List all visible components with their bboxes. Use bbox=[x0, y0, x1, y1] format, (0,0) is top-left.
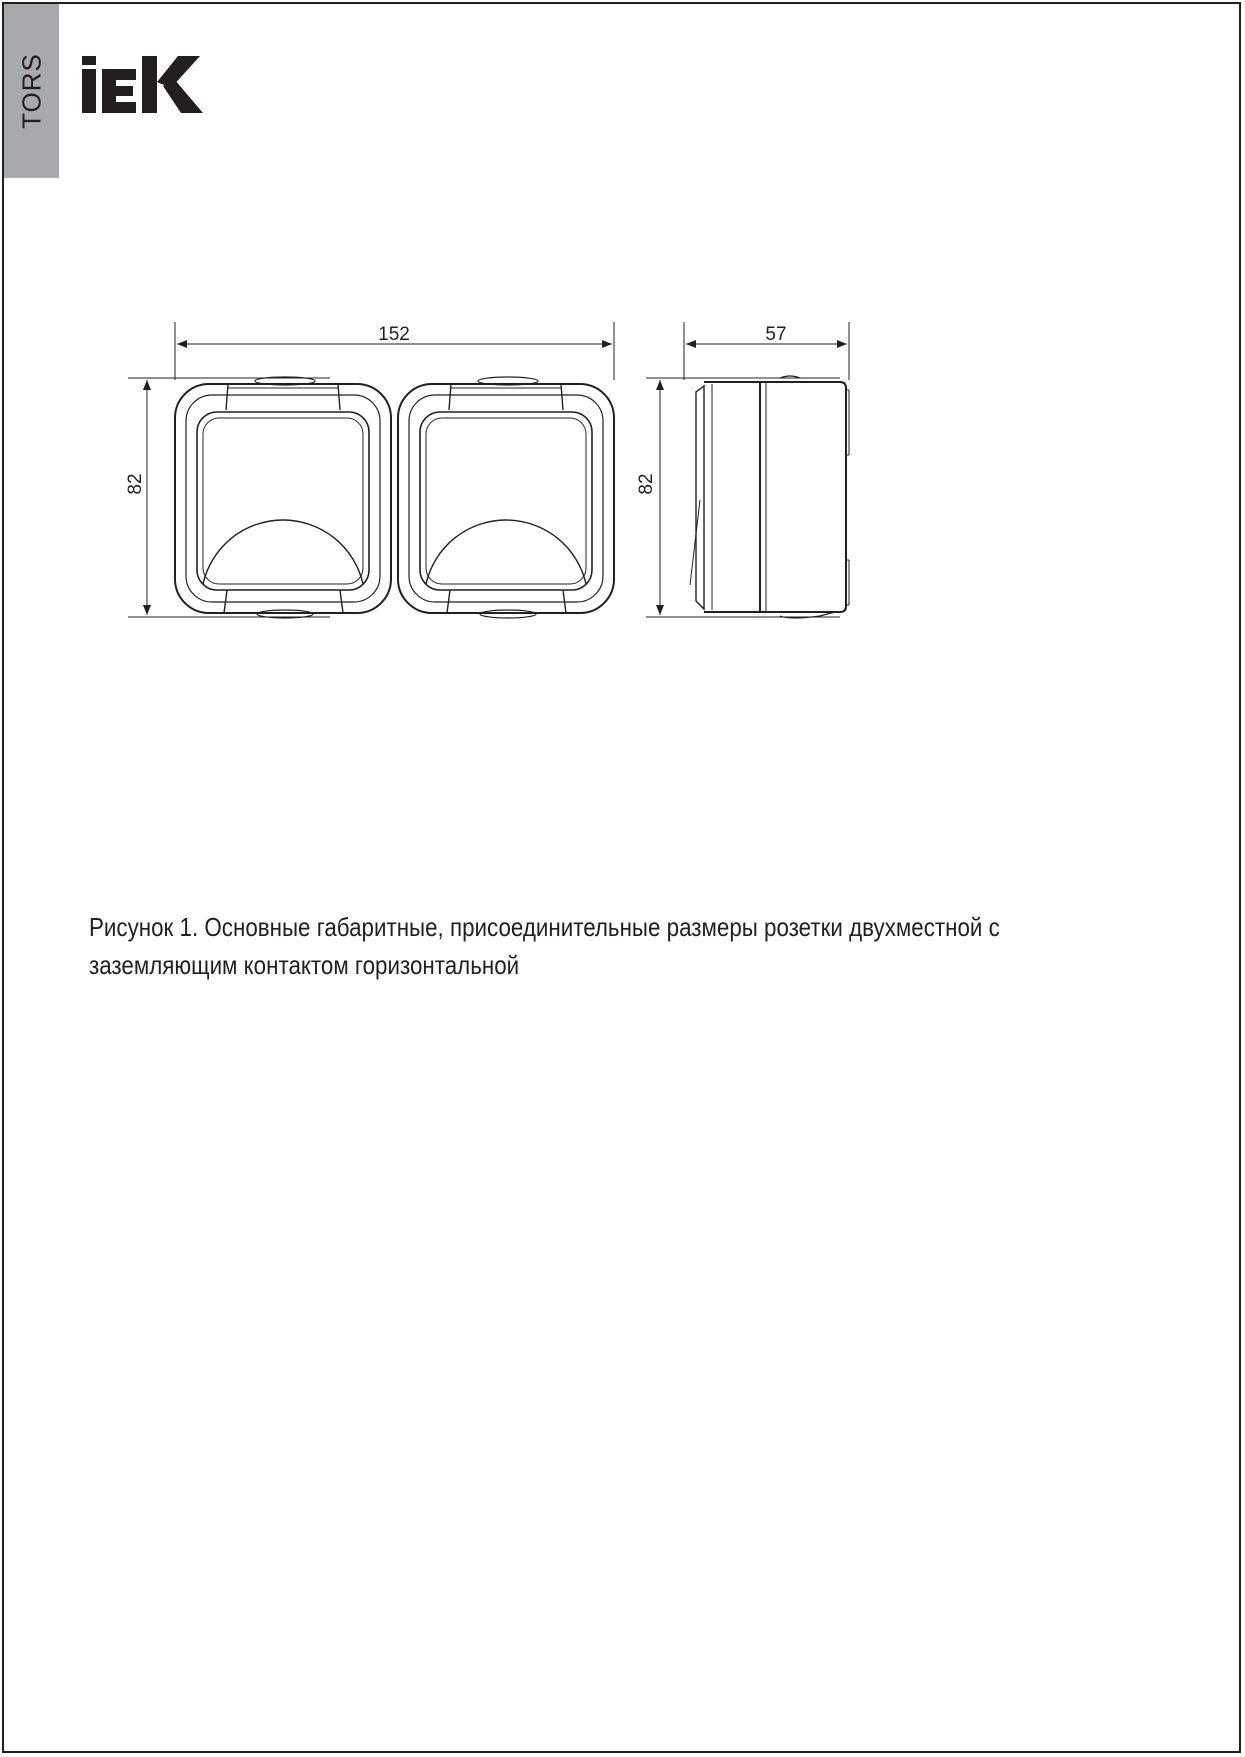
front-width-label: 152 bbox=[378, 324, 410, 345]
side-height-label: 82 bbox=[636, 473, 657, 495]
series-label: TORS bbox=[16, 53, 46, 129]
dimension-drawing bbox=[0, 0, 1245, 700]
front-height-label: 82 bbox=[125, 473, 146, 495]
figure-caption: Рисунок 1. Основные габаритные, присоединительные размеры розетки двухместной с заземляющим контактом горизонтальной bbox=[89, 912, 1000, 980]
side-depth-label: 57 bbox=[765, 324, 787, 345]
